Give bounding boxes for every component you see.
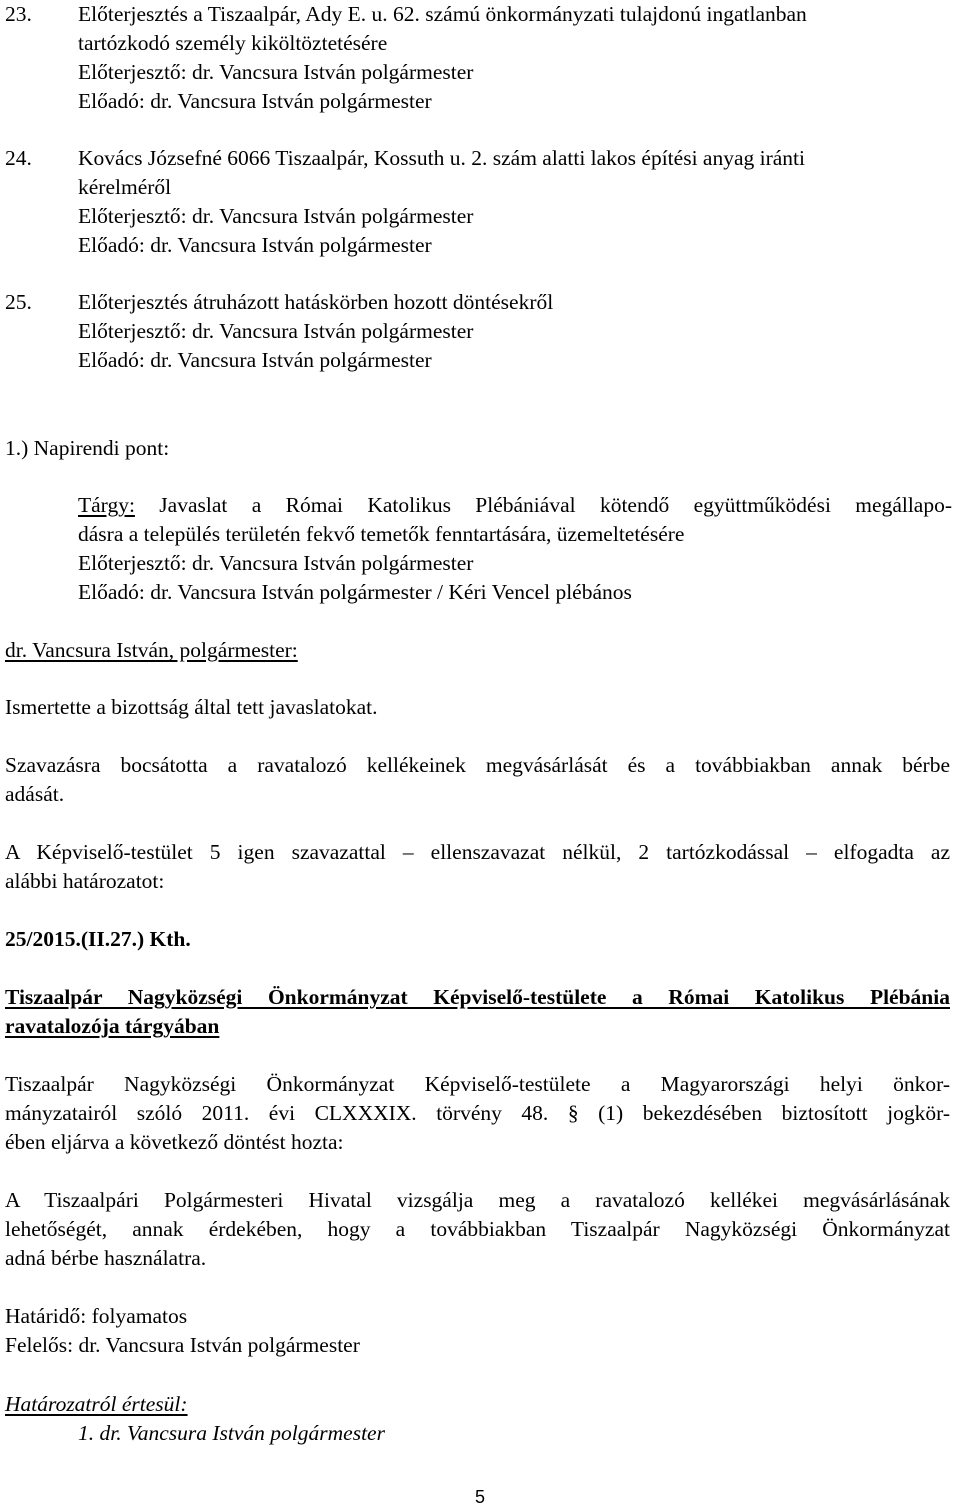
deadline: Határidő: folyamatos	[5, 1304, 188, 1328]
page-number: 5	[474, 1487, 485, 1507]
notify-label: Határozatról értesül:	[5, 1392, 188, 1416]
resolution-title-line-1: Tiszaalpár Nagyközségi Önkormányzat Képviselő-testülete a Római Katolikus Plébánia	[5, 985, 950, 1009]
speech-para-2-line-1: Szavazásra bocsátotta a ravatalozó kellékeinek megvásárlását és a továbbiakban annak bérbe	[5, 753, 950, 777]
notify-item-1: 1. dr. Vancsura István polgármester	[78, 1421, 385, 1445]
subject-label: Tárgy:	[78, 493, 135, 517]
section-heading: 1.) Napirendi pont:	[5, 436, 170, 460]
resolution-body-1-line-3: ében eljárva a következő döntést hozta:	[5, 1130, 344, 1154]
agenda-item-24-presenter: Előterjesztő: dr. Vancsura István polgármester	[78, 204, 474, 228]
subject-line-2: dásra a település területén fekvő temetők fenntartására, üzemeltetésére	[78, 522, 685, 546]
resolution-body-2-line-3: adná bérbe használatra.	[5, 1246, 207, 1270]
agenda-item-25-speaker: Előadó: dr. Vancsura István polgármester	[78, 348, 432, 372]
speaker-label: dr. Vancsura István, polgármester:	[5, 638, 298, 662]
agenda-item-24-speaker: Előadó: dr. Vancsura István polgármester	[78, 233, 432, 257]
agenda-item-25-title: 25. Előterjesztés átruházott hatáskörben hozott döntésekről	[5, 290, 554, 314]
resolution-body-1-line-1: Tiszaalpár Nagyközségi Önkormányzat Képviselő-testülete a Magyarországi helyi önkor-	[5, 1072, 950, 1096]
resolution-body-2-line-1: A Tiszaalpári Polgármesteri Hivatal vizsgálja meg a ravatalozó kellékei megvásárlásának	[5, 1188, 950, 1212]
resolution-body-2-line-2: lehetőségét, annak érdekében, hogy a továbbiakban Tiszaalpár Nagyközségi Önkormányzat	[5, 1217, 950, 1241]
agenda-item-23-presenter: Előterjesztő: dr. Vancsura István polgármester	[78, 60, 474, 84]
resolution-title-line-2: ravatalozója tárgyában	[5, 1014, 220, 1038]
agenda-item-23-speaker: Előadó: dr. Vancsura István polgármester	[78, 89, 432, 113]
agenda-item-24-title-cont: kérelméről	[78, 175, 172, 199]
agenda-item-24-title: 24. Kovács Józsefné 6066 Tiszaalpár, Kossuth u. 2. szám alatti lakos építési anyag iránti	[5, 146, 806, 170]
resolution-number: 25/2015.(II.27.) Kth.	[5, 927, 191, 951]
vote-line-2: alábbi határozatot:	[5, 869, 165, 893]
resolution-body-1-line-2: mányzatairól szóló 2011. évi CLXXXIX. törvény 48. § (1) bekezdésében biztosított jogkör-	[5, 1101, 950, 1125]
section-speaker: Előadó: dr. Vancsura István polgármester / Kéri Vencel plébános	[78, 580, 632, 604]
section-presenter: Előterjesztő: dr. Vancsura István polgármester	[78, 551, 474, 575]
speech-para-1: Ismertette a bizottság által tett javaslatokat.	[5, 695, 378, 719]
responsible: Felelős: dr. Vancsura István polgármester	[5, 1333, 360, 1357]
subject-line-1: Tárgy: Javaslat a Római Katolikus Plébániával kötendő együttműködési megállapo-	[78, 493, 953, 517]
agenda-item-23-title-cont: tartózkodó személy kiköltöztetésére	[78, 31, 388, 55]
agenda-item-23-title: 23. Előterjesztés a Tiszaalpár, Ady E. u. 62. számú önkormányzati tulajdonú ingatlanban	[5, 2, 807, 26]
speech-para-2-line-2: adását.	[5, 782, 65, 806]
agenda-item-25-presenter: Előterjesztő: dr. Vancsura István polgármester	[78, 319, 474, 343]
vote-line-1: A Képviselő-testület 5 igen szavazattal – ellenszavazat nélkül, 2 tartózkodással – elfogadta az	[5, 840, 950, 864]
